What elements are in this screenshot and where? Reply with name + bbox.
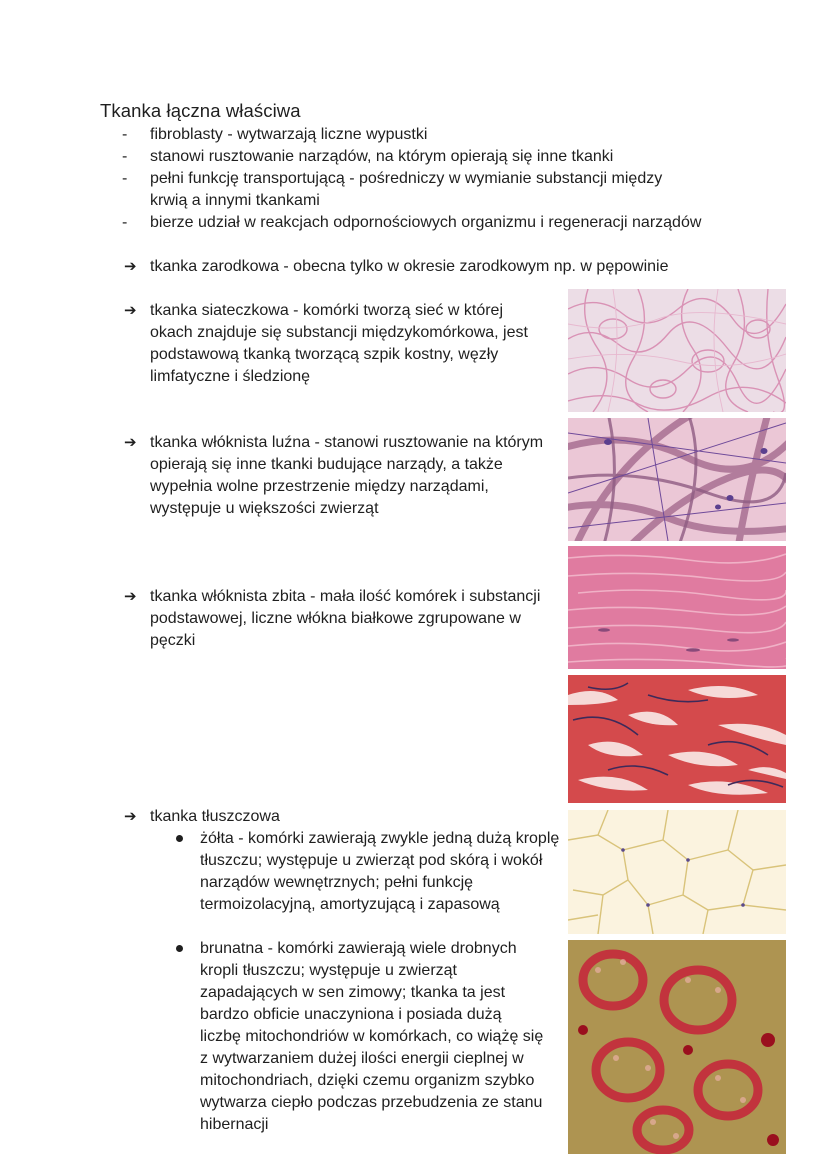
- section-title: Tkanka łączna właściwa: [100, 100, 301, 121]
- tissue-description: tkanka tłuszczowa: [150, 808, 280, 825]
- list-item: - pełni funkcję transportującą - pośredniczy w wymianie substancji między krwią a innymi tkankami: [122, 168, 690, 212]
- tissue-description: tkanka siateczkowa - komórki tworzą sieć w której okach znajduje się substancji międzykomórkowa, jest podstawową tkanką tworzącą szpik kostny, węzły limfatyczne i śledzionę: [150, 302, 528, 385]
- white-adipose-tissue-micrograph: [568, 810, 786, 934]
- arrow-icon: ➔: [124, 258, 137, 275]
- dense-irregular-tissue-micrograph: [568, 675, 786, 803]
- tissue-description: tkanka włóknista luźna - stanowi rusztowanie na którym opierają się inne tkanki budujące narządy, a także wypełnia wolne przestrzenie między narządami, występuje u większości zwierząt: [150, 434, 544, 517]
- arrow-icon: ➔: [124, 588, 137, 605]
- loose-fibrous-tissue-micrograph: [568, 418, 786, 541]
- tissue-item-adipose: [124, 806, 424, 828]
- fat-item-white: [176, 828, 566, 916]
- fat-item-brown: [176, 938, 546, 1136]
- features-list: [122, 124, 762, 234]
- tissue-item-dense-fibrous: [124, 586, 564, 652]
- tissue-item-loose-fibrous: [124, 432, 564, 520]
- tissue-description: tkanka włóknista zbita - mała ilość komórek i substancji podstawowej, liczne włókna białkowe zgrupowane w pęczki: [150, 588, 541, 649]
- tissue-description: tkanka zarodkowa - obecna tylko w okresie zarodkowym np. w pępowinie: [150, 258, 669, 275]
- fat-description: żółta - komórki zawierają zwykle jedną dużą kroplę tłuszczu; występuje u zwierząt pod skórą i wokół narządów wewnętrznych; pełni funkcję termoizolacyjną, amortyzującą i zapasową: [200, 830, 560, 913]
- bullet-icon: [176, 945, 183, 952]
- brown-adipose-tissue-micrograph: [568, 940, 786, 1154]
- arrow-icon: ➔: [124, 302, 137, 319]
- tissue-item-reticular: [124, 300, 544, 388]
- arrow-icon: ➔: [124, 808, 137, 825]
- list-item: - fibroblasty - wytwarzają liczne wypustki: [122, 124, 762, 146]
- reticular-tissue-micrograph: [568, 289, 786, 412]
- fat-description: brunatna - komórki zawierają wiele drobnych kropli tłuszczu; występuje u zwierząt zapadających w sen zimowy; tkanka ta jest bardzo obficie unaczyniona i posiada dużą liczbę mitochondriów w komórkach, co wiążę się z wytwarzaniem dużej ilości energii cieplnej w mitochondriach, dzięki czemu organizm szybko wytwarza ciepło podczas przebudzenia ze stanu hibernacji: [200, 940, 544, 1133]
- arrow-icon: ➔: [124, 434, 137, 451]
- list-item: - bierze udział w reakcjach odpornościowych organizmu i regeneracji narządów: [122, 212, 762, 234]
- dense-regular-tissue-micrograph: [568, 546, 786, 669]
- bullet-icon: [176, 835, 183, 842]
- list-item: - stanowi rusztowanie narządów, na którym opierają się inne tkanki: [122, 146, 762, 168]
- tissue-item-embryonic: [124, 256, 744, 278]
